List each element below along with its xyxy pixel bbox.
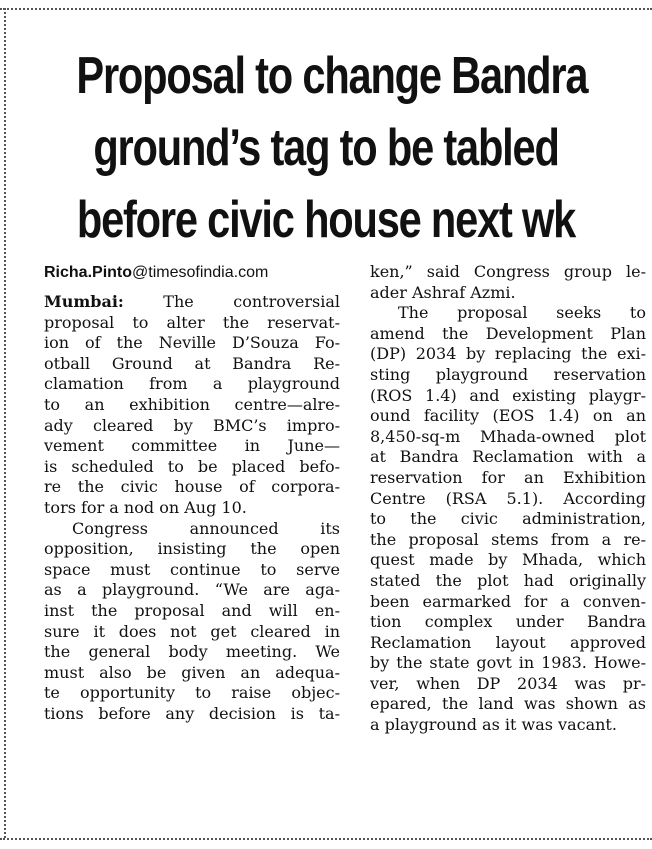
right-column-line: tion complex under Bandra [370,612,646,632]
article-left-column [44,262,340,724]
headline-line-3: before civic house next wk [76,191,576,249]
byline-domain: @timesofindia.com [132,264,269,281]
left-column-line: tions before any decision is ta- [44,703,340,723]
right-column-line: Reclamation layout approved [370,632,646,652]
right-column-line: quest made by Mhada, which [370,550,646,570]
right-column-line: at Bandra Reclamation with a [370,447,646,467]
right-column-line: ken,” said Congress group le- [370,262,646,281]
byline-name: Richa.Pinto [44,264,133,281]
left-column-line: opposition, insisting the open [44,539,340,559]
right-column-line: by the state govt in 1983. Howe- [370,653,646,673]
headline-line-1: Proposal to change Bandra [76,47,588,105]
left-column-line: is scheduled to be placed befo- [44,456,340,476]
left-column-line: te opportunity to raise objec- [44,683,340,703]
right-column-line: 8,450-sq-m Mhada-owned plot [370,426,646,446]
right-column-line: been earmarked for a conven- [370,591,646,611]
left-column-line: proposal to alter the reservat- [44,312,340,332]
left-column-line: otball Ground at Bandra Re- [44,353,340,373]
left-column-line: re the civic house of corpora- [44,477,340,497]
right-column-line: ound facility (EOS 1.4) on an [370,406,646,426]
left-column-line: ady cleared by BMC’s impro- [44,415,340,435]
right-column-line: stated the plot had originally [370,570,646,590]
left-column-line: space must continue to serve [44,559,340,579]
left-column-line-text: The controversial [123,292,340,311]
right-column-line: (ROS 1.4) and existing playgr- [370,385,646,405]
right-column-line: ader Ashraf Azmi. [370,282,516,302]
left-column-line: sure it does not get cleared in [44,621,340,641]
left-column-line: Congress announced its [72,518,340,538]
right-column-line: the proposal stems from a re- [370,529,646,549]
left-column-line: vement committee in June— [44,436,340,456]
left-column-text [44,292,340,724]
right-column-line: sting playground reservation [370,364,646,384]
right-column-line: epared, the land was shown as [370,694,646,714]
left-dotted-border [4,8,6,838]
byline [44,262,340,292]
right-column-line: ver, when DP 2034 was pr- [370,673,646,693]
right-column-line: reservation for an Exhibition [370,467,646,487]
left-column-line: clamation from a playground [44,374,340,394]
left-column-line: tors for a nod on Aug 10. [44,497,247,517]
left-column-line: to an exhibition centre—alre- [44,394,340,414]
right-column-text [370,262,646,736]
left-column-line: inst the proposal and will en- [44,600,340,620]
dateline: Mumbai: [44,292,124,311]
left-column-line: the general body meeting. We [44,642,340,662]
headline-line-2: ground’s tag to be tabled [93,119,559,177]
article-right-column [370,262,646,736]
top-dotted-border [0,8,652,10]
bottom-dotted-border [0,838,652,840]
right-column-line: (DP) 2034 by replacing the exi- [370,344,646,364]
right-column-line: amend the Development Plan [370,323,646,343]
left-column-line: ion of the Neville D’Souza Fo- [44,333,340,353]
headline [76,40,588,256]
right-column-line: Centre (RSA 5.1). According [370,488,646,508]
right-column-line: a playground as it was vacant. [370,715,617,735]
right-column-line: to the civic administration, [370,509,646,529]
left-column-line: as a playground. “We are aga- [44,580,340,600]
left-column-line: must also be given an adequa- [44,662,340,682]
right-column-line: The proposal seeks to [398,303,646,323]
left-column-line [44,292,340,313]
